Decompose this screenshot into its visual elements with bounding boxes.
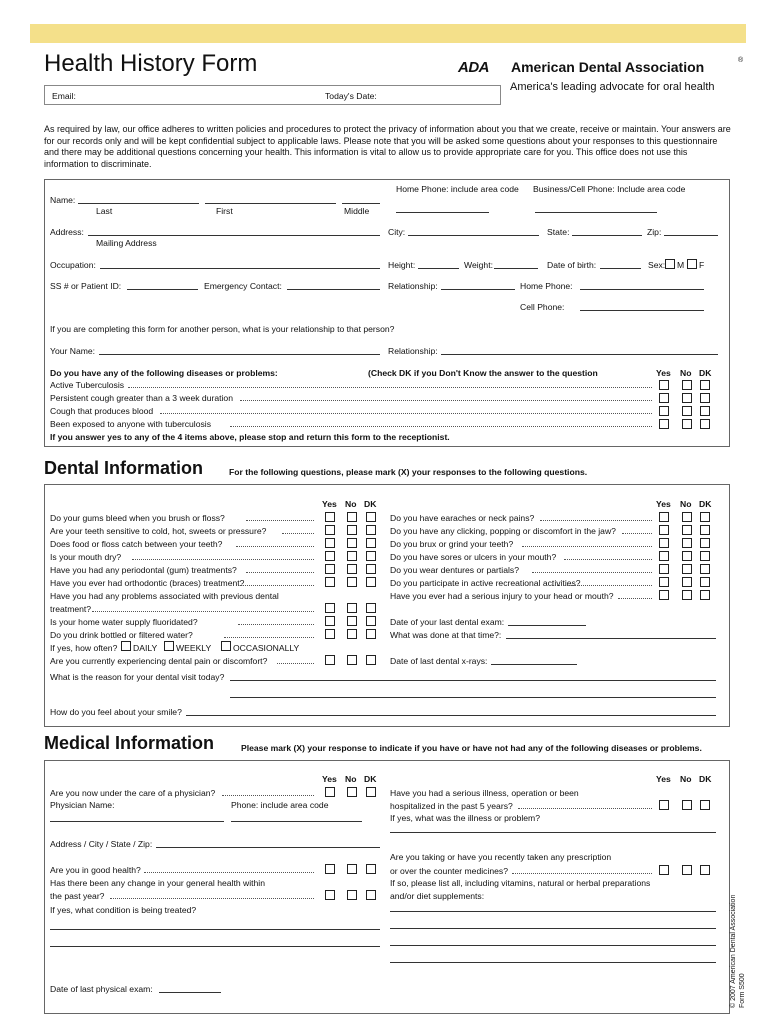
tb-item: Active Tuberculosis xyxy=(50,380,125,390)
weekly-checkbox[interactable] xyxy=(164,641,174,651)
form-number: Form S500 xyxy=(739,973,746,1008)
emergency-contact-label: Emergency Contact: xyxy=(204,281,282,291)
dental-question-right: Do you wear dentures or partials? xyxy=(390,565,519,575)
dental-right-4-yes-checkbox[interactable] xyxy=(659,564,669,574)
hospitalized-label: hospitalized in the past 5 years? xyxy=(390,801,513,811)
physician-care-no-checkbox[interactable] xyxy=(347,787,357,797)
height-label: Height: xyxy=(388,260,416,270)
dental-left-9-dk-checkbox[interactable] xyxy=(366,629,376,639)
condition-treated-label: If yes, what condition is being treated? xyxy=(50,905,197,915)
dental-left-5-yes-checkbox[interactable] xyxy=(325,577,335,587)
meds-line-4[interactable] xyxy=(390,962,716,963)
tb-item: Been exposed to anyone with tuberculosis xyxy=(50,419,211,429)
sex-m-checkbox[interactable] xyxy=(665,259,675,269)
meds-line-2[interactable] xyxy=(390,928,716,929)
dental-question-left: Do your gums bleed when you brush or floss? xyxy=(50,513,225,523)
dental-right-4-dk-checkbox[interactable] xyxy=(700,564,710,574)
cell-phone-line[interactable] xyxy=(580,310,704,311)
cell-phone-label: Cell Phone: xyxy=(520,302,565,312)
middle-label: Middle xyxy=(344,206,370,216)
relationship-line[interactable] xyxy=(441,289,515,290)
ada-logo: ADA xyxy=(458,59,489,76)
tb-item-3-no-checkbox[interactable] xyxy=(682,419,692,429)
weekly-label: WEEKLY xyxy=(176,643,212,653)
page-title: Health History Form xyxy=(44,50,258,77)
dental-dk-left: DK xyxy=(364,499,377,509)
dental-right-0-dk-checkbox[interactable] xyxy=(700,512,710,522)
tb-warning: If you answer yes to any of the 4 items above, please stop and return this form to the receptionist. xyxy=(50,432,450,442)
physician-address-label: Address / City / State / Zip: xyxy=(50,839,153,849)
dental-left-4-yes-checkbox[interactable] xyxy=(325,564,335,574)
smile-label: How do you feel about your smile? xyxy=(50,707,182,717)
dental-left-7-no-checkbox[interactable] xyxy=(347,603,357,613)
dental-pain-yes-checkbox[interactable] xyxy=(325,655,335,665)
top-band xyxy=(30,24,746,43)
footer-vertical xyxy=(729,895,747,1008)
first-label: First xyxy=(216,206,233,216)
tb-item-1-no-checkbox[interactable] xyxy=(682,393,692,403)
daily-label: DAILY xyxy=(133,643,158,653)
occupation-line[interactable] xyxy=(100,268,380,269)
dental-left-3-dk-checkbox[interactable] xyxy=(366,551,376,561)
relationship2-label: Relationship: xyxy=(388,346,438,356)
mailing-address-label: Mailing Address xyxy=(96,238,157,248)
health-change-dk-checkbox[interactable] xyxy=(366,890,376,900)
good-health-question: Are you in good health? xyxy=(50,865,141,875)
medical-dk-left: DK xyxy=(364,774,377,784)
medications-dk-checkbox[interactable] xyxy=(700,865,710,875)
dental-left-0-dk-checkbox[interactable] xyxy=(366,512,376,522)
home-phone2-line[interactable] xyxy=(580,289,704,290)
tb-leader xyxy=(128,387,652,388)
dental-no-left: No xyxy=(345,499,357,509)
good-health-yes-checkbox[interactable] xyxy=(325,864,335,874)
dental-no-right: No xyxy=(680,499,692,509)
xrays-line[interactable] xyxy=(491,664,577,665)
dental-pain-question: Are you currently experiencing dental pain or discomfort? xyxy=(50,656,268,666)
past-year-leader xyxy=(110,898,314,899)
dental-question-left: Is your mouth dry? xyxy=(50,552,122,562)
dental-pain-no-checkbox[interactable] xyxy=(347,655,357,665)
home-phone-label: Home Phone: include area code xyxy=(396,184,519,194)
dental-left-2-no-checkbox[interactable] xyxy=(347,538,357,548)
physician-care-leader xyxy=(222,795,314,796)
condition-line-1[interactable] xyxy=(50,929,380,930)
dental-question-left: Are your teeth sensitive to cold, hot, sweets or pressure? xyxy=(50,526,267,536)
dental-right-2-dk-checkbox[interactable] xyxy=(700,538,710,548)
dental-leader xyxy=(552,585,652,586)
name-last-line[interactable] xyxy=(78,203,199,204)
tagline: America's leading advocate for oral health xyxy=(510,81,715,93)
what-done-line[interactable] xyxy=(506,638,716,639)
tb-yes-header: Yes xyxy=(656,368,671,378)
dental-leader xyxy=(246,572,314,573)
dental-question-left: treatment? xyxy=(50,604,92,614)
state-label: State: xyxy=(547,227,570,237)
dental-left-8-yes-checkbox[interactable] xyxy=(325,616,335,626)
dental-question-right: Do you have any clicking, popping or discomfort in the jaw? xyxy=(390,526,616,536)
hospitalized-yes-checkbox[interactable] xyxy=(659,800,669,810)
dental-question-right: Do you have earaches or neck pains? xyxy=(390,513,535,523)
dental-leader xyxy=(224,637,314,638)
dental-question-right: Have you ever had a serious injury to your head or mouth? xyxy=(390,591,614,601)
tb-dk-note: (Check DK if you Don't Know the answer to the question xyxy=(368,368,598,378)
health-change-yes-checkbox[interactable] xyxy=(325,890,335,900)
otc-label: or over the counter medicines? xyxy=(390,866,508,876)
dental-yes-right: Yes xyxy=(656,499,671,509)
dental-right-2-no-checkbox[interactable] xyxy=(682,538,692,548)
address-label: Address: xyxy=(50,227,84,237)
occasionally-checkbox[interactable] xyxy=(221,641,231,651)
dental-right-5-dk-checkbox[interactable] xyxy=(700,577,710,587)
tb-no-header: No xyxy=(680,368,692,378)
smile-line[interactable] xyxy=(186,715,716,716)
dental-left-8-no-checkbox[interactable] xyxy=(347,616,357,626)
medical-no-right: No xyxy=(680,774,692,784)
dental-left-9-no-checkbox[interactable] xyxy=(347,629,357,639)
dental-left-1-yes-checkbox[interactable] xyxy=(325,525,335,535)
dental-right-0-no-checkbox[interactable] xyxy=(682,512,692,522)
dob-label: Date of birth: xyxy=(547,260,597,270)
name-middle-line[interactable] xyxy=(342,203,380,204)
dental-right-5-no-checkbox[interactable] xyxy=(682,577,692,587)
medications-yes-checkbox[interactable] xyxy=(659,865,669,875)
dental-question-left: Do you drink bottled or filtered water? xyxy=(50,630,193,640)
dental-left-7-yes-checkbox[interactable] xyxy=(325,603,335,613)
dental-leader xyxy=(236,546,314,547)
physician-name-label: Physician Name: xyxy=(50,800,115,810)
dental-right-1-dk-checkbox[interactable] xyxy=(700,525,710,535)
weight-line[interactable] xyxy=(494,268,538,269)
weight-label: Weight: xyxy=(464,260,493,270)
dental-question-right: Do you brux or grind your teeth? xyxy=(390,539,514,549)
dental-leader xyxy=(618,598,652,599)
physician-phone-label: Phone: include area code xyxy=(231,800,329,810)
copyright-text: © 2007 American Dental Association xyxy=(730,894,737,1008)
dental-left-3-no-checkbox[interactable] xyxy=(347,551,357,561)
physician-care-yes-checkbox[interactable] xyxy=(325,787,335,797)
dental-leader xyxy=(532,572,652,573)
hospitalized-leader xyxy=(518,808,652,809)
dental-right-4-no-checkbox[interactable] xyxy=(682,564,692,574)
visit-reason-line-2[interactable] xyxy=(230,697,716,698)
home-phone2-label: Home Phone: xyxy=(520,281,573,291)
dental-question-left: Is your home water supply fluoridated? xyxy=(50,617,198,627)
tb-item-0-dk-checkbox[interactable] xyxy=(700,380,710,390)
dental-left-2-yes-checkbox[interactable] xyxy=(325,538,335,548)
tb-item-0-yes-checkbox[interactable] xyxy=(659,380,669,390)
name-first-line[interactable] xyxy=(205,203,336,204)
org-name: American Dental Association xyxy=(511,59,705,75)
dental-left-1-no-checkbox[interactable] xyxy=(347,525,357,535)
occupation-label: Occupation: xyxy=(50,260,96,270)
dental-left-9-yes-checkbox[interactable] xyxy=(325,629,335,639)
dob-line[interactable] xyxy=(600,268,641,269)
dental-leader xyxy=(622,533,652,534)
business-phone-label: Business/Cell Phone: Include area code xyxy=(533,184,686,194)
dental-right-6-no-checkbox[interactable] xyxy=(682,590,692,600)
meds-line-1[interactable] xyxy=(390,911,716,912)
tb-item: Cough that produces blood xyxy=(50,406,154,416)
tb-item-2-dk-checkbox[interactable] xyxy=(700,406,710,416)
tb-heading: Do you have any of the following diseases or problems: xyxy=(50,368,278,378)
dental-left-7-dk-checkbox[interactable] xyxy=(366,603,376,613)
dental-left-8-dk-checkbox[interactable] xyxy=(366,616,376,626)
physical-exam-line[interactable] xyxy=(159,992,221,993)
zip-line[interactable] xyxy=(664,235,718,236)
visit-reason-label: What is the reason for your dental visit today? xyxy=(50,672,225,682)
physician-phone-line[interactable] xyxy=(231,821,362,822)
height-line[interactable] xyxy=(418,268,459,269)
emergency-contact-line[interactable] xyxy=(287,289,380,290)
ss-line[interactable] xyxy=(127,289,198,290)
meds-line-3[interactable] xyxy=(390,945,716,946)
tb-item-2-yes-checkbox[interactable] xyxy=(659,406,669,416)
tb-item-2-no-checkbox[interactable] xyxy=(682,406,692,416)
dental-left-3-yes-checkbox[interactable] xyxy=(325,551,335,561)
hospitalized-dk-checkbox[interactable] xyxy=(700,800,710,810)
dental-leader xyxy=(522,546,652,547)
tb-item-1-dk-checkbox[interactable] xyxy=(700,393,710,403)
tb-leader xyxy=(240,400,652,401)
sex-f-label: F xyxy=(699,260,705,270)
medical-dk-right: DK xyxy=(699,774,712,784)
tb-item-3-dk-checkbox[interactable] xyxy=(700,419,710,429)
email-label: Email: xyxy=(52,91,76,101)
your-name-label: Your Name: xyxy=(50,346,96,356)
hospitalized-no-checkbox[interactable] xyxy=(682,800,692,810)
good-health-dk-checkbox[interactable] xyxy=(366,864,376,874)
city-line[interactable] xyxy=(408,235,539,236)
past-year-label: the past year? xyxy=(50,891,105,901)
dental-right-3-no-checkbox[interactable] xyxy=(682,551,692,561)
registered-mark: ® xyxy=(738,57,744,64)
dental-leader xyxy=(282,533,314,534)
dental-right-2-yes-checkbox[interactable] xyxy=(659,538,669,548)
city-label: City: xyxy=(388,227,406,237)
physician-address-line[interactable] xyxy=(156,847,380,848)
tb-item-3-yes-checkbox[interactable] xyxy=(659,419,669,429)
what-illness-label: If yes, what was the illness or problem? xyxy=(390,813,540,823)
your-name-line[interactable] xyxy=(99,354,380,355)
daily-checkbox[interactable] xyxy=(121,641,131,651)
email-date-box xyxy=(44,85,501,105)
last-label: Last xyxy=(96,206,113,216)
name-label: Name: xyxy=(50,195,76,205)
dental-left-4-dk-checkbox[interactable] xyxy=(366,564,376,574)
dental-left-0-yes-checkbox[interactable] xyxy=(325,512,335,522)
tb-dk-header: DK xyxy=(699,368,712,378)
medications-no-checkbox[interactable] xyxy=(682,865,692,875)
medical-heading: Medical Information xyxy=(44,733,215,753)
dental-question-right: Do you have sores or ulcers in your mouth? xyxy=(390,552,557,562)
dental-question-left: Have you ever had orthodontic (braces) treatment? xyxy=(50,578,245,588)
ss-label: SS # or Patient ID: xyxy=(50,281,122,291)
tb-leader xyxy=(230,426,652,427)
dental-leader xyxy=(132,559,314,560)
dental-right-6-yes-checkbox[interactable] xyxy=(659,590,669,600)
prescription-question: Are you taking or have you recently taken any prescription xyxy=(390,852,612,862)
medical-subheading: Please mark (X) your response to indicate if you have or have not had any of the following diseases or problems. xyxy=(241,743,702,753)
dental-pain-dk-checkbox[interactable] xyxy=(366,655,376,665)
how-often-label: If yes, how often? xyxy=(50,643,118,653)
home-phone-line[interactable] xyxy=(396,212,489,213)
dental-dk-right: DK xyxy=(699,499,712,509)
tb-leader xyxy=(160,413,652,414)
medical-yes-right: Yes xyxy=(656,774,671,784)
xrays-label: Date of last dental x-rays: xyxy=(390,656,488,666)
medical-yes-left: Yes xyxy=(322,774,337,784)
dental-right-5-yes-checkbox[interactable] xyxy=(659,577,669,587)
dental-right-1-yes-checkbox[interactable] xyxy=(659,525,669,535)
dental-question-left: Have you had any periodontal (gum) treatments? xyxy=(50,565,237,575)
tb-item: Persistent cough greater than a 3 week duration xyxy=(50,393,233,403)
todays-date-label: Today's Date: xyxy=(325,91,377,101)
dental-leader xyxy=(564,559,652,560)
physical-exam-label: Date of last physical exam: xyxy=(50,984,153,994)
good-health-leader xyxy=(144,872,314,873)
dental-leader xyxy=(238,624,314,625)
zip-label: Zip: xyxy=(647,227,662,237)
dental-right-3-dk-checkbox[interactable] xyxy=(700,551,710,561)
tb-item-1-yes-checkbox[interactable] xyxy=(659,393,669,403)
address-line[interactable] xyxy=(88,235,380,236)
sex-f-checkbox[interactable] xyxy=(687,259,697,269)
list-medications-label: If so, please list all, including vitamins, natural or herbal preparations xyxy=(390,878,651,888)
last-dental-exam-label: Date of your last dental exam: xyxy=(390,617,505,627)
dental-yes-left: Yes xyxy=(322,499,337,509)
condition-line-2[interactable] xyxy=(50,946,380,947)
dental-leader xyxy=(240,585,314,586)
health-change-question: Has there been any change in your general health within xyxy=(50,878,265,888)
health-change-no-checkbox[interactable] xyxy=(347,890,357,900)
last-dental-exam-line[interactable] xyxy=(508,625,586,626)
dental-right-0-yes-checkbox[interactable] xyxy=(659,512,669,522)
dental-left-5-dk-checkbox[interactable] xyxy=(366,577,376,587)
what-done-label: What was done at that time?: xyxy=(390,630,502,640)
dental-question-right: Do you participate in active recreational activities? xyxy=(390,578,581,588)
dental-leader xyxy=(246,520,314,521)
dental-heading: Dental Information xyxy=(44,458,204,478)
relationship2-line[interactable] xyxy=(441,354,718,355)
business-phone-line[interactable] xyxy=(535,212,657,213)
dental-left-4-no-checkbox[interactable] xyxy=(347,564,357,574)
dental-left-2-dk-checkbox[interactable] xyxy=(366,538,376,548)
state-line[interactable] xyxy=(572,235,642,236)
dental-right-1-no-checkbox[interactable] xyxy=(682,525,692,535)
privacy-intro: As required by law, our office adheres to written policies and procedures to protect the privacy of information about you that we create, receive or maintain. Your answers are for our records only and will be kept confidential subject to applicable laws. Please note that you will be asked some questions about your responses to this questionnaire and there may be additional questions concerning your health. This information is vital to allow us to provide appropriate care for you. This office does not use this information to discriminate. xyxy=(44,124,731,169)
illness-line[interactable] xyxy=(390,832,716,833)
physician-care-dk-checkbox[interactable] xyxy=(366,787,376,797)
dental-left-5-no-checkbox[interactable] xyxy=(347,577,357,587)
dental-leader xyxy=(540,520,652,521)
occasionally-label: OCCASIONALLY xyxy=(233,643,300,653)
dental-subheading: For the following questions, please mark (X) your responses to the following questions. xyxy=(229,467,588,477)
otc-leader xyxy=(512,873,652,874)
physician-name-line[interactable] xyxy=(50,821,224,822)
other-person-question: If you are completing this form for another person, what is your relationship to that person? xyxy=(50,324,395,334)
dental-pain-leader xyxy=(277,663,314,664)
physician-care-question: Are you now under the care of a physician? xyxy=(50,788,216,798)
dental-question-left: Have you had any problems associated with previous dental xyxy=(50,591,279,601)
tb-item-0-no-checkbox[interactable] xyxy=(682,380,692,390)
dental-question-left: Does food or floss catch between your teeth? xyxy=(50,539,223,549)
dental-leader xyxy=(92,611,314,612)
medical-no-left: No xyxy=(345,774,357,784)
dental-right-3-yes-checkbox[interactable] xyxy=(659,551,669,561)
relationship-label: Relationship: xyxy=(388,281,438,291)
visit-reason-line-1[interactable] xyxy=(230,680,716,681)
sex-m-label: M xyxy=(677,260,685,270)
sex-label: Sex: xyxy=(648,260,666,270)
dental-right-6-dk-checkbox[interactable] xyxy=(700,590,710,600)
good-health-no-checkbox[interactable] xyxy=(347,864,357,874)
supplements-label: and/or diet supplements: xyxy=(390,891,485,901)
dental-left-1-dk-checkbox[interactable] xyxy=(366,525,376,535)
serious-illness-question: Have you had a serious illness, operation or been xyxy=(390,788,579,798)
dental-left-0-no-checkbox[interactable] xyxy=(347,512,357,522)
